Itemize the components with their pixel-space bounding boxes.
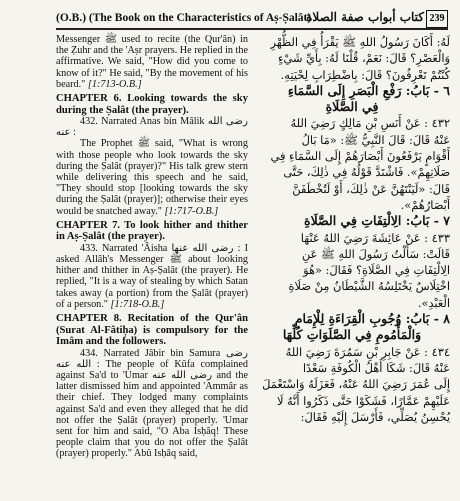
english-text: The Prophet ﷺ said, "What is wrong with those people who look towards the sky during the Ṣalât (prayer)?" His talk grew stern while delivering this speech and he said, "They should stop [looking towards the sky during the Ṣalât (prayer)]; otherwise their eyes would be snatched away." bbox=[56, 138, 248, 217]
arabic-line: قَالَ: «لَيَنْتَهُنَّ عَنْ ذٰلِكَ، أَوْ لَتُخْطَفَنَّ bbox=[292, 181, 450, 196]
arabic-line: الِالْتِفَاتِ فِي الصَّلَاةِ؟ فَقَالَ: «هُوَ bbox=[303, 263, 450, 278]
arabic-line: قَالَتْ: سَأَلْتُ رَسُولَ اللهِ ﷺ عَنِ bbox=[301, 246, 450, 261]
page-number: 239 bbox=[426, 10, 448, 28]
english-paragraph bbox=[56, 138, 248, 216]
arabic-line: أَقْوَامٍ يَرْفَعُونَ أَبْصَارَهُمْ إِلَى السَّمَاءِ فِي bbox=[270, 149, 450, 164]
arabic-line: الْعَبْدِ». bbox=[417, 295, 450, 310]
arabic-chapter-heading: ٦ - بَابُ: رَفْعِ الْبَصَرِ إِلَى السَّمَاءِ bbox=[287, 82, 450, 98]
arabic-line: عَنْهُ قَالَ: شَكَا أَهْلُ الْكُوفَةِ سَعْدًا bbox=[302, 360, 450, 375]
chapter-heading: CHAPTER 7. To look hither and thither in Aṣ-Ṣalât (the prayer). bbox=[56, 219, 248, 243]
arabic-line: وَالْعَصْرِ؟ قَالَ: نَعَمْ، قُلْنَا لَهُ: بِأَيِّ شَيْءٍ bbox=[277, 51, 450, 66]
arabic-line: ٤٣٤ : عَنْ جَابِرِ بْنِ سَمُرَةَ رَضِيَ اللهُ bbox=[285, 344, 450, 359]
english-text: 433. Narrated 'Âisha رضى الله عنها : I asked Allâh's Messenger ﷺ about looking hither and thither in Aṣ-Ṣalât (the prayer). He replied, "It is a way of stealing by which Satan takes away (a portion) from the Ṣalât (prayer) of a person." bbox=[56, 242, 249, 310]
english-paragraph bbox=[56, 34, 248, 90]
arabic-line: أَبْصَارُهُمْ». bbox=[400, 197, 450, 212]
reference: [1:718-O.B.] bbox=[110, 298, 165, 310]
narration-intro: 432. Narrated Anas bin Mâlik رضى الله عنه : bbox=[56, 116, 248, 139]
reference: [1:717-O.B.] bbox=[164, 205, 219, 217]
header-rule bbox=[56, 28, 448, 30]
arabic-line: يُحْسِنُ يُصَلِّي، فَأَرْسَلَ إِلَيْهِ فَقَالَ: bbox=[300, 409, 450, 424]
arabic-chapter-heading: ٧ - بَابُ: الِالْتِفَاتِ فِي الصَّلَاةِ bbox=[304, 213, 450, 229]
chapter-heading: CHAPTER 6. Looking towards the sky during the Ṣalât (the prayer). bbox=[56, 93, 248, 116]
arabic-chapter-heading: وَالْمَأْمُومِ فِي الصَّلَوَاتِ كُلِّهَا bbox=[282, 327, 422, 343]
english-text: Messenger ﷺ used to recite (the Qur'ân) in the Ẓuhr and the 'Aṣr prayers. He replied in the affirmative. We said, "How did you come to know of it?" He said, "By the movement of his beard." bbox=[56, 34, 248, 90]
arabic-line: ٤٣٣ : عَنْ عَائِشَةَ رَضِيَ اللهُ عَنْهَا bbox=[300, 230, 450, 245]
arabic-chapter-heading: ٨ - بَابُ: وُجُوبِ الْقِرَاءَةِ لِلْإِمَامِ bbox=[294, 311, 450, 327]
english-paragraph: 434. Narrated Jâbir bin Samura رضى الله عنه : The people of Kûfa complained against Sa'd to 'Umar رضى الله عنه and the latter dismissed him and appointed 'Ammâr as their chief. They lodged many complaints against Sa'd and even they alleged that he did not offer the Ṣalât (prayer) properly. 'Umar sent for him and said, "O Aba Isḥâq! These people claim that you do not offer the Ṣalât (prayer) properly." Abû Isḥâq said, bbox=[56, 347, 248, 460]
header-arabic-title: كتاب أبواب صفة الصلاة bbox=[306, 10, 424, 24]
arabic-line: إِلَى عُمَرَ رَضِيَ اللهُ عَنْهُ، فَعَزَلَهُ وَاسْتَعْمَلَ bbox=[262, 377, 450, 392]
arabic-chapter-heading: فِي الصَّلَاةِ bbox=[325, 99, 379, 115]
header-english-title: (O.B.) (The Book on the Characteristics of Aṣ-Ṣalât) bbox=[56, 12, 312, 24]
arabic-line: صَلَاتِهِمْ». فَاشْتَدَّ قَوْلُهُ فِي ذٰلِكَ، حَتَّى bbox=[283, 165, 450, 180]
arabic-line: اخْتِلَاسٌ يَخْتَلِسُهُ الشَّيْطَانُ مِنْ صَلَاةِ bbox=[288, 279, 450, 294]
english-paragraph bbox=[56, 243, 248, 310]
arabic-column bbox=[254, 34, 450, 425]
arabic-line: عَلَيْهِمْ عَمَّارًا، فَشَكَوْا حَتَّى ذَكَرُوا أَنَّهُ لَا bbox=[276, 393, 450, 408]
english-column bbox=[56, 34, 248, 460]
arabic-line: لَهُ: أَكَانَ رَسُولُ اللهِ ﷺ يَقْرَأُ فِي الظُّهْرِ bbox=[270, 35, 450, 49]
arabic-line: ٤٣٢ : عَنْ أَنَسِ بْنِ مَالِكٍ رَضِيَ اللهُ bbox=[290, 116, 450, 131]
chapter-heading: CHAPTER 8. Recitation of the Qur'ân (Surat Al-Fâtiḥa) is compulsory for the Imâm and the followers. bbox=[56, 313, 248, 348]
reference: [1:713-O.B.] bbox=[87, 78, 142, 90]
arabic-line: كُنْتُمْ تَعْرِفُونَ؟ قَالَ: بِاضْطِرَابِ لِحْيَتِهِ. bbox=[280, 67, 450, 82]
arabic-line: عَنْهُ قَالَ: قَالَ النَّبِيُّ ﷺ: «مَا بَالُ bbox=[301, 132, 450, 147]
